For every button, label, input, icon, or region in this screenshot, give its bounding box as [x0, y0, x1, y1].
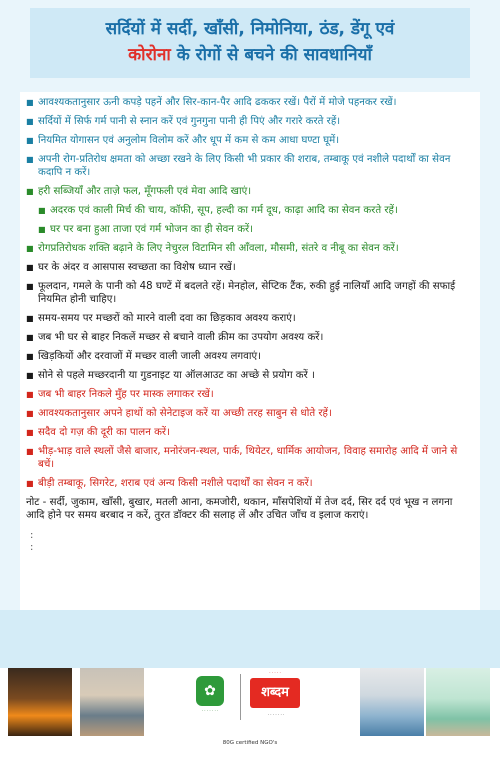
title-box — [30, 8, 470, 78]
sanitizer-photo — [360, 668, 424, 736]
list-item: ■ जब भी बाहर निकले मुँह पर मास्क लगाकर रखें। — [26, 388, 474, 401]
list-item: ■ अदरक एवं काली मिर्च की चाय, कॉफी, सूप, हल्दी का गर्म दूध, काढ़ा आदि का सेवन करते रहें। — [38, 204, 474, 217]
list-item: ■ समय-समय पर मच्छरों को मारने वाली दवा का छिड़काव अवश्य कराएं। — [26, 312, 474, 325]
ngo-logo-caption-decoration: · · · · · · · — [201, 708, 219, 713]
mosquito-net-photo — [426, 668, 490, 736]
ngo-tree-logo: ✿ — [196, 676, 224, 706]
bonfire-photo — [8, 668, 72, 736]
list-item: ■ सदैव दो गज़ की दूरी का पालन करें। — [26, 426, 474, 439]
title-line-2-rest: के रोगों से बचने की सावधानियाँ — [170, 45, 372, 65]
footer — [0, 668, 500, 760]
logo-divider — [240, 674, 241, 720]
list-item: ■ सोने से पहले मच्छरदानी या गुडनाइट या ऑलआउट का अच्छे से प्रयोग करें । — [26, 369, 474, 382]
note-text: नोट - सर्दी, जुकाम, खाँसी, बुखार, मतली आना, कमजोरी, थकान, माँसपेशियों में तेज दर्द, सिर दर्द एवं भूख न लगना आदि होने पर समय बरबाद न करें, तुरत डॉक्टर की सलाह लें और उचित जाँच व इलाज कराएं। — [26, 497, 453, 521]
shabdam-logo: शब्दम — [250, 678, 300, 708]
list-item: ■ रोगप्रतिरोधक शक्ति बढ़ाने के लिए नेचुरल विटामिन सी आँवला, मौसमी, संतरे व नीबू का सेवन करें। — [26, 242, 474, 255]
list-item: ■ सर्दियों में सिर्फ गर्म पानी से स्नान करें एवं गुनगुना पानी ही पिएं और गरारे करते रहें। — [26, 115, 474, 128]
list-item: ■ घर पर बना हुआ ताजा एवं गर्म भोजन का ही सेवन करें। — [38, 223, 474, 236]
list-item: ■ घर के अंदर व आसपास स्वच्छता का विशेष ध्यान रखें। — [26, 261, 474, 274]
yoga-photo — [80, 668, 144, 736]
precautions-list — [20, 92, 480, 612]
title-line-1: सर्दियों में सर्दी, खाँसी, निमोनिया, ठंड, डेंगू एवं — [105, 19, 395, 39]
list-item: ■ आवश्यकतानुसार ऊनी कपड़े पहनें और सिर-कान-पैर आदि ढककर रखें। पैरों में मोजे पहनकर रखें। — [26, 96, 474, 109]
list-item: ■ जब भी घर से बाहर निकलें मच्छर से बचाने वाली क्रीम का उपयोग अवश्य करें। — [26, 331, 474, 344]
items-container — [26, 96, 474, 490]
list-item: ■ आवश्यकतानुसार अपने हाथों को सेनेटाइज करें या अच्छी तरह साबुन से धोते रहें। — [26, 407, 474, 420]
shabdam-caption-decoration: · · · · · · · — [267, 712, 285, 717]
title-corona: कोरोना — [128, 45, 171, 65]
list-item: ■ बीड़ी तम्बाकू, सिगरेट, शराब एवं अन्य किसी नशीले पदार्थों का सेवन न करें। — [26, 477, 474, 490]
title-line-2 — [30, 42, 470, 68]
dots-decoration: : : — [30, 530, 34, 553]
list-item: ■ खिड़कियों और दरवाजों में मच्छर वाली जाली अवश्य लगवाएं। — [26, 350, 474, 363]
shabdam-logo-decoration: · · · · · — [269, 670, 281, 675]
list-item: ■ अपनी रोग-प्रतिरोध क्षमता को अच्छा रखने के लिए किसी भी प्रकार की शराब, तम्बाकू एवं नशीले पदार्थों का सेवन कदापि न करें। — [26, 153, 474, 179]
list-item: ■ फूलदान, गमले के पानी को 48 घण्टें में बदलते रहें। मेनहोल, सेप्टिक टैंक, रुकी हुई नालियाँ आदि जगहों की सफाई नियमित होनी चाहिए। — [26, 280, 474, 306]
list-item: ■ हरी सब्जियाँ और ताज़े फल, मूँगफली एवं मेवा आदि खाएं। — [26, 185, 474, 198]
list-item: ■ भीड़-भाड़ वाले स्थलों जैसे बाजार, मनोरंजन-स्थल, पार्क, थियेटर, धार्मिक आयोजन, विवाह समारोह आदि में जाने से बचें। — [26, 445, 474, 471]
list-item: ■ नियमित योगासन एवं अनुलोम विलोम करें और धूप में कम से कम आधा घण्टा घूमें। — [26, 134, 474, 147]
ngo-caption: 80G certified NGO's — [222, 740, 278, 746]
wave-background — [0, 610, 500, 670]
